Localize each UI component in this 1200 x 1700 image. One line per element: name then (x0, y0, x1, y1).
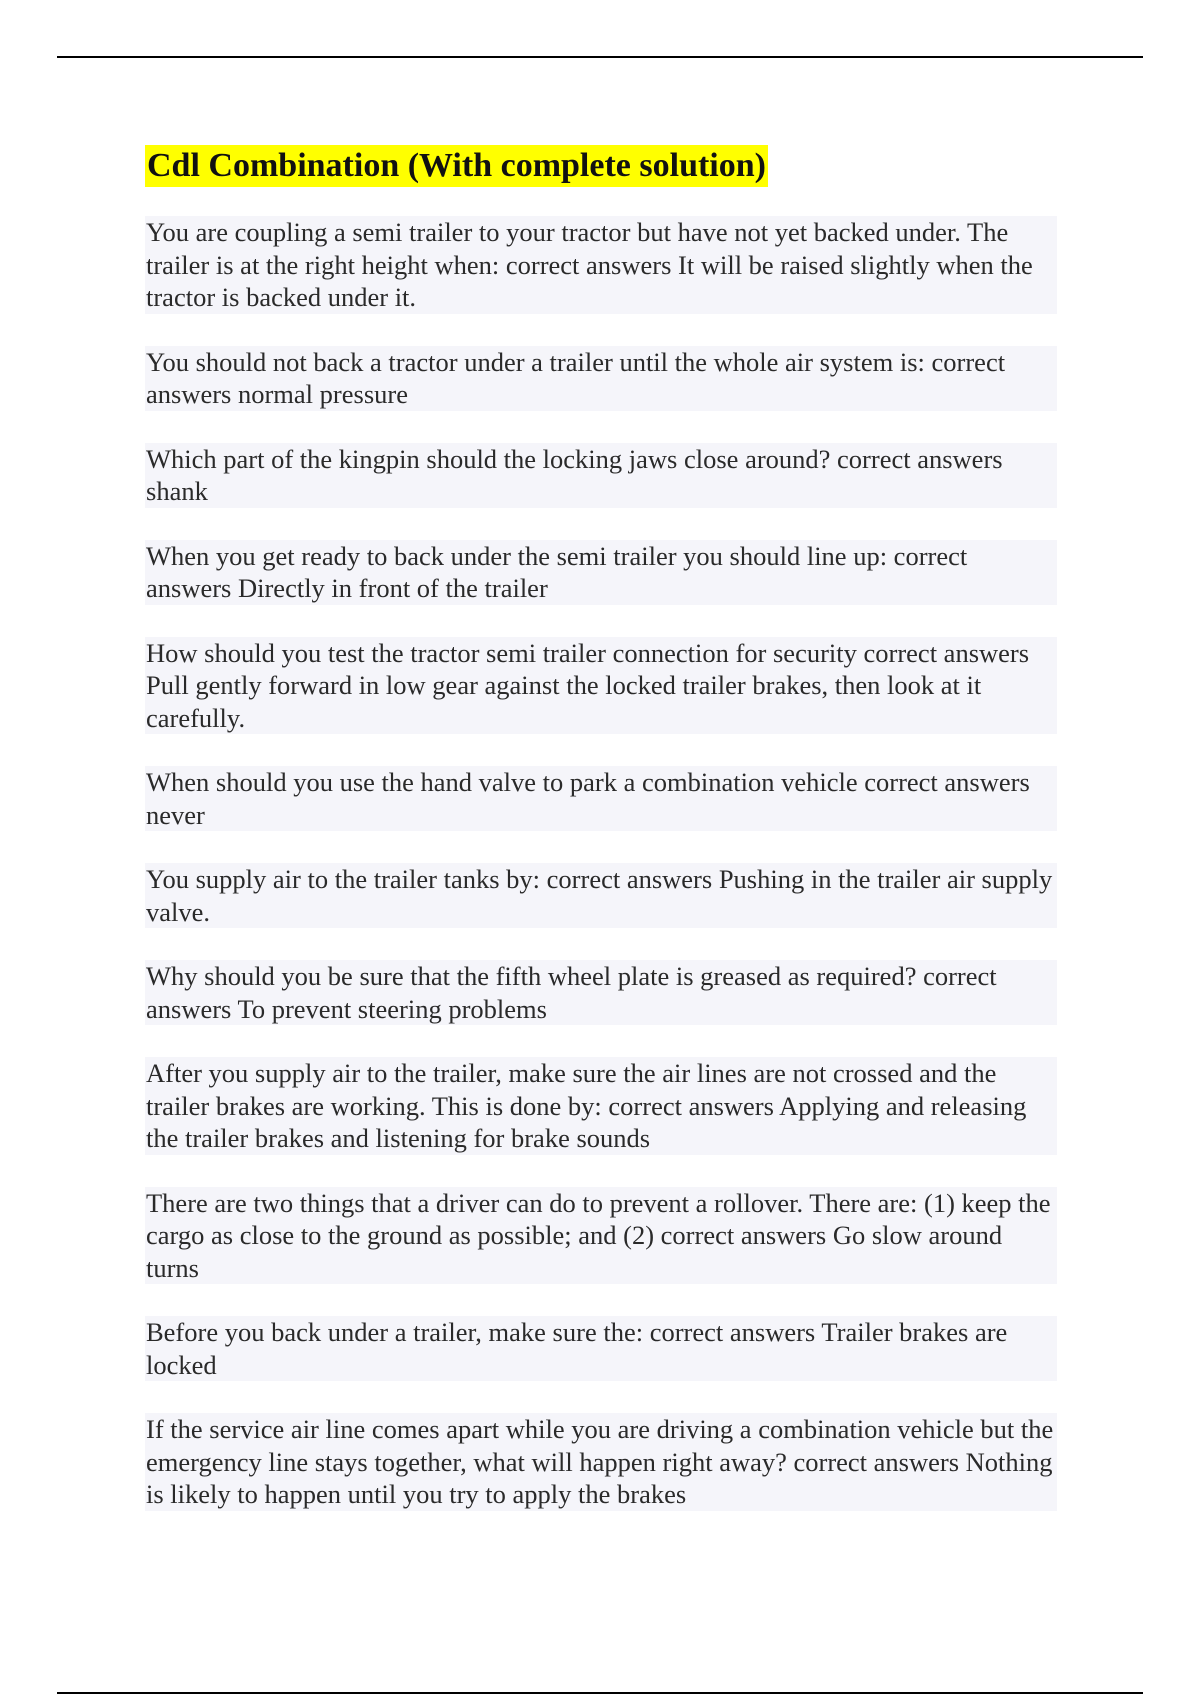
document-title: Cdl Combination (With complete solution) (145, 145, 768, 187)
qa-entry: How should you test the tractor semi trailer connection for security correct answers Pull gently forward in low gear against the locked trailer brakes, then look at it carefully. (145, 637, 1057, 735)
qa-entry: There are two things that a driver can do to prevent a rollover. There are: (1) keep the cargo as close to the ground as possible; and (2) correct answers Go slow around turns (145, 1187, 1057, 1285)
qa-entry: You supply air to the trailer tanks by: correct answers Pushing in the trailer air supply valve. (145, 863, 1057, 928)
top-rule (57, 56, 1143, 58)
qa-list (145, 216, 1065, 1511)
qa-entry: You are coupling a semi trailer to your tractor but have not yet backed under. The trailer is at the right height when: correct answers It will be raised slightly when the tractor is backed under it. (145, 216, 1057, 314)
qa-entry: When you get ready to back under the semi trailer you should line up: correct answers Directly in front of the trailer (145, 540, 1057, 605)
qa-entry: After you supply air to the trailer, make sure the air lines are not crossed and the trailer brakes are working. This is done by: correct answers Applying and releasing the trailer brakes and listening for brake sounds (145, 1057, 1057, 1155)
qa-entry: Before you back under a trailer, make sure the: correct answers Trailer brakes are locked (145, 1316, 1057, 1381)
bottom-rule (57, 1692, 1143, 1694)
qa-entry: You should not back a tractor under a trailer until the whole air system is: correct answers normal pressure (145, 346, 1057, 411)
qa-entry: Why should you be sure that the fifth wheel plate is greased as required? correct answers To prevent steering problems (145, 960, 1057, 1025)
qa-entry: Which part of the kingpin should the locking jaws close around? correct answers shank (145, 443, 1057, 508)
qa-entry: If the service air line comes apart while you are driving a combination vehicle but the emergency line stays together, what will happen right away? correct answers Nothing is likely to happen until you try to apply the brakes (145, 1413, 1057, 1511)
qa-entry: When should you use the hand valve to park a combination vehicle correct answers never (145, 766, 1057, 831)
document-body (145, 145, 1065, 1543)
